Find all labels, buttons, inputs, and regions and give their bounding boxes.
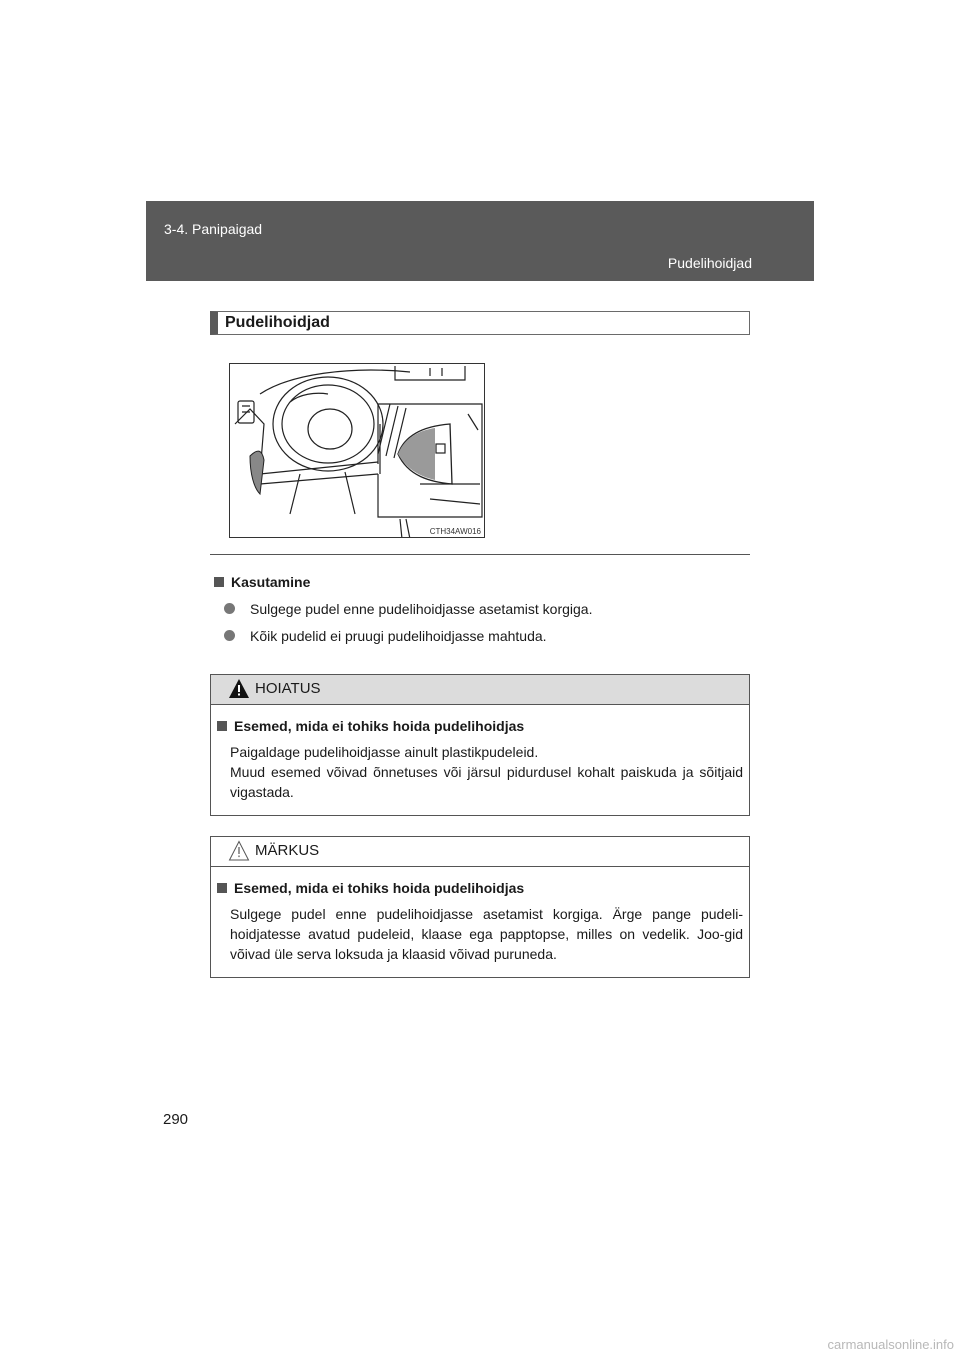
usage-item-text: Sulgege pudel enne pudelihoidjasse asetamist korgiga.	[250, 601, 593, 617]
notice-header	[211, 837, 749, 867]
notice-subheading	[217, 879, 743, 897]
dashboard-drawing	[230, 364, 485, 538]
warning-triangle-icon	[228, 678, 250, 700]
section-divider	[210, 554, 750, 555]
warning-subheading-text: Esemed, mida ei tohiks hoida pudelihoidjas	[234, 718, 525, 734]
usage-section	[214, 573, 750, 645]
square-bullet-icon	[217, 721, 227, 731]
notice-text: Sulgege pudel enne pudelihoidjasse asetamist korgiga. Ärge pange pudeli-hoidjatesse avatud pudeleid, klaase ega papptopse, milles on vedelik. Joo-gid võivad üle serva loksuda ja klaasid võivad puruneda.	[230, 906, 743, 962]
square-bullet-icon	[217, 883, 227, 893]
warning-subheading	[217, 717, 743, 735]
usage-heading	[214, 573, 750, 591]
warning-label: HOIATUS	[255, 680, 321, 697]
notice-subheading-text: Esemed, mida ei tohiks hoida pudelihoidjas	[234, 880, 525, 896]
round-bullet-icon	[224, 603, 235, 614]
page-number: 290	[163, 1111, 189, 1128]
warning-box	[210, 674, 750, 816]
usage-heading-text: Kasutamine	[231, 574, 311, 590]
notice-body	[211, 867, 749, 964]
warning-body	[211, 705, 749, 802]
warning-line-1: Paigaldage pudelihoidjasse ainult plastikpudeleid.	[230, 744, 539, 760]
usage-item-text: Kõik pudelid ei pruugi pudelihoidjasse mahtuda.	[250, 628, 547, 644]
caution-outline-icon	[228, 840, 250, 862]
list-item	[214, 627, 750, 645]
warning-line-2: Muud esemed võivad õnnetuses või järsul pidurdusel kohalt paiskuda ja sõitjaid vigastada.	[230, 764, 743, 800]
notice-label: MÄRKUS	[255, 842, 320, 859]
header-section-label: 3-4. Panipaigad	[164, 221, 263, 237]
header-band	[146, 201, 814, 281]
cup-holder-illustration	[229, 363, 485, 538]
watermark: carmanualsonline.info	[827, 1337, 954, 1352]
section-title: Pudelihoidjad	[210, 311, 750, 335]
warning-header	[211, 675, 749, 705]
list-item	[214, 600, 750, 618]
illustration-code: CTH34AW016	[429, 527, 481, 536]
round-bullet-icon	[224, 630, 235, 641]
header-topic-label: Pudelihoidjad	[667, 255, 752, 271]
notice-box	[210, 836, 750, 978]
square-bullet-icon	[214, 577, 224, 587]
warning-text	[217, 742, 743, 802]
